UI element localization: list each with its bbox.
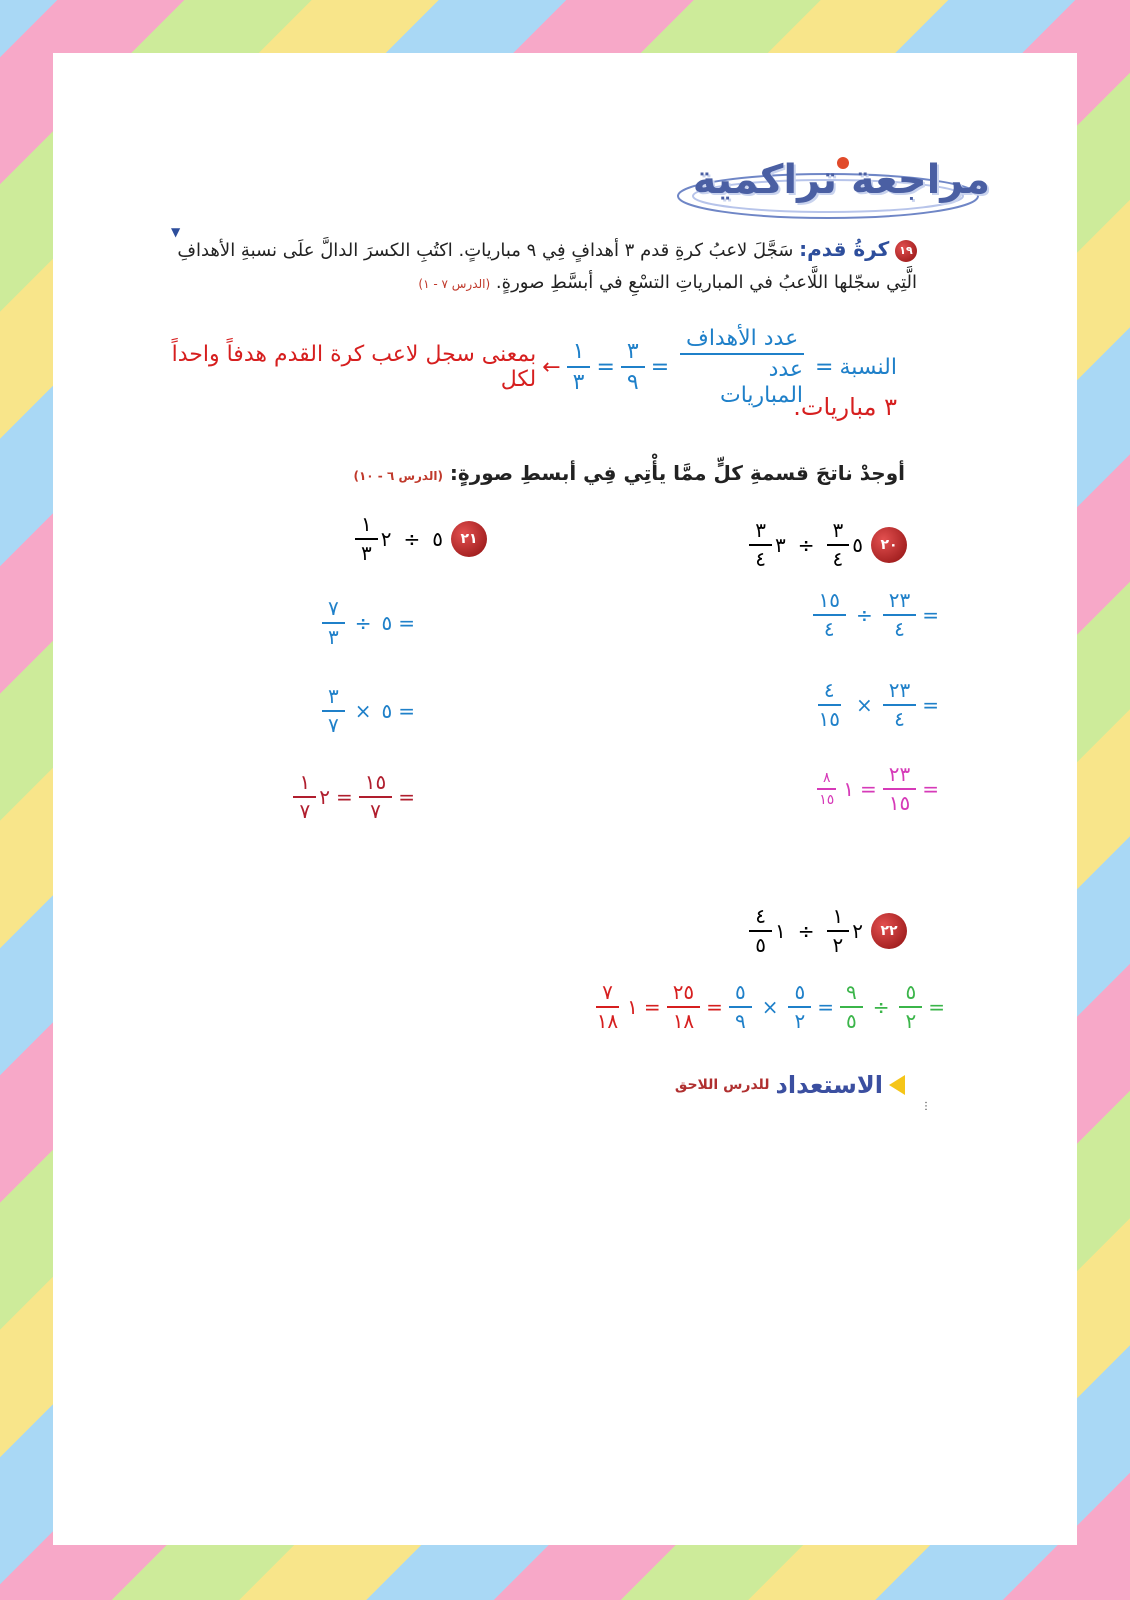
lesson-reference: (الدرس ٦ - ١٠) xyxy=(353,469,443,483)
fraction-denominator: ٧ xyxy=(327,713,339,737)
multiply-sign: × xyxy=(855,693,873,717)
fraction-numerator: ١٥ xyxy=(359,771,392,798)
fraction-denominator: ٧ xyxy=(299,799,311,823)
whole-part: ٢ xyxy=(380,527,392,551)
question-number-badge: ٢٠ xyxy=(871,527,907,563)
fraction xyxy=(827,519,850,571)
equals-sign: = xyxy=(398,785,415,809)
equals-sign: = xyxy=(928,995,945,1019)
fraction-numerator: ٥ xyxy=(788,981,811,1008)
lesson-reference: (الدرس ٧ - ١) xyxy=(418,277,491,291)
fraction-denominator: ٢ xyxy=(905,1009,917,1033)
equals-sign: = xyxy=(922,777,939,801)
whole-part: ١ xyxy=(774,919,786,943)
solution-step xyxy=(813,679,940,731)
equals-sign: = xyxy=(650,354,670,380)
divide-sign: ÷ xyxy=(354,611,372,635)
problem-21 xyxy=(355,513,487,565)
fraction-numerator: ٤ xyxy=(818,679,841,706)
mixed-number xyxy=(591,981,638,1033)
equals-sign: = xyxy=(859,777,877,801)
equals-sign: = xyxy=(596,354,615,380)
prep-heading: الاستعداد xyxy=(775,1071,883,1099)
fraction-numerator: ٣ xyxy=(749,519,772,546)
fraction-numerator: ٥ xyxy=(899,981,922,1008)
equals-sign: = xyxy=(922,603,939,627)
fraction xyxy=(827,905,850,957)
fraction xyxy=(749,905,772,957)
question-19 xyxy=(157,233,917,300)
whole-part: ٢ xyxy=(852,919,863,943)
fraction-denominator: ٤ xyxy=(832,547,844,571)
question-number-badge: ٢١ xyxy=(451,521,487,557)
ratio-word-fraction xyxy=(675,326,809,408)
question-text: سَجَّلَ لاعبُ كرةِ قدم ٣ أهدافٍ فِي ٩ مبارياتٍ. اكتُبِ الكسرَ الدالَّ علَى نسبةِ الأهدافِ الَّتِي سجّلها اللَّاعبُ في المبارياتِ التسْعِ في أبسَّطِ صورةٍ. xyxy=(177,240,917,293)
mixed-number xyxy=(749,519,786,571)
mixed-number xyxy=(813,770,854,808)
whole-part: ١ xyxy=(627,995,638,1019)
fraction-numerator: ٨ xyxy=(817,770,837,790)
fraction xyxy=(813,589,846,641)
equals-sign: = xyxy=(398,611,415,635)
fraction xyxy=(883,589,916,641)
fraction xyxy=(729,981,752,1033)
problem-22 xyxy=(749,905,907,957)
fraction-denominator: ١٥ xyxy=(818,707,840,731)
fraction-denominator: عدد المباريات xyxy=(720,357,804,408)
solution-step xyxy=(813,589,940,641)
solution-step xyxy=(322,685,415,737)
fraction xyxy=(667,981,700,1033)
fraction-denominator: ٥ xyxy=(755,933,766,957)
whole-part: ١ xyxy=(843,777,854,801)
ratio-meaning: بمعنى سجل لاعب كرة القدم هدفاً واحداً لكل xyxy=(171,342,537,392)
question-number-badge: ٢٢ xyxy=(871,913,907,949)
whole-part: ٣ xyxy=(774,533,786,557)
equals-sign: = xyxy=(815,354,834,380)
fraction-denominator: ٢ xyxy=(794,1009,806,1033)
prep-subheading: للدرس اللاحق xyxy=(674,1077,770,1093)
fraction xyxy=(621,339,645,396)
fraction xyxy=(322,597,345,649)
fraction-numerator: ٣ xyxy=(322,685,345,712)
fraction-denominator: ٤ xyxy=(894,707,905,731)
page-title: مراجعة تراكمية xyxy=(692,157,990,203)
fraction-denominator: ٤ xyxy=(823,617,835,641)
fraction-numerator: ١ xyxy=(827,905,850,932)
question-number-badge: ١٩ xyxy=(895,240,917,262)
solution-step xyxy=(322,597,415,649)
fraction-numerator: ٣ xyxy=(621,339,645,368)
fraction xyxy=(813,679,846,731)
fraction xyxy=(899,981,922,1033)
fraction xyxy=(813,770,840,808)
next-lesson-prep xyxy=(675,1071,905,1099)
corner-marker-icon: ▼ xyxy=(171,225,181,239)
fraction-denominator: ٥ xyxy=(845,1009,857,1033)
fraction xyxy=(591,981,624,1033)
instruction xyxy=(353,461,905,485)
multiply-sign: × xyxy=(761,995,779,1019)
fraction-numerator: ٢٥ xyxy=(667,981,700,1008)
fraction-numerator: ٤ xyxy=(749,905,772,932)
fraction-denominator: ٤ xyxy=(755,547,766,571)
mixed-number xyxy=(827,519,864,571)
fraction-numerator: ٣ xyxy=(827,519,850,546)
fraction-numerator: ١٥ xyxy=(813,589,846,616)
mixed-number xyxy=(293,771,330,823)
instruction-text: أوجدْ ناتجَ قسمةِ كلٍّ ممَّا يأْتِي فِي أبسطِ صورةٍ: xyxy=(449,461,905,485)
equals-sign: = xyxy=(922,693,939,717)
fraction xyxy=(883,679,916,731)
fraction-denominator: ١٨ xyxy=(596,1009,619,1033)
mixed-number xyxy=(355,513,392,565)
fraction xyxy=(355,513,378,565)
fraction-denominator: ٢ xyxy=(832,933,844,957)
triangle-pointer-icon xyxy=(889,1075,905,1095)
multiply-sign: × xyxy=(354,699,372,723)
fraction xyxy=(359,771,392,823)
whole-number: ٥ xyxy=(432,527,443,551)
whole-number: ٥ xyxy=(381,611,393,635)
arrow-icon: ← xyxy=(542,354,561,380)
fraction-denominator: ٩ xyxy=(626,370,639,395)
equals-sign: = xyxy=(706,995,723,1019)
divide-sign: ÷ xyxy=(797,533,815,557)
fraction-denominator: ٣ xyxy=(327,625,339,649)
fraction-numerator: ١ xyxy=(355,513,378,540)
fraction-denominator: ٣ xyxy=(360,541,372,565)
whole-part: ٥ xyxy=(852,533,863,557)
problem-20 xyxy=(749,519,907,571)
fraction-numerator: ٢٣ xyxy=(883,763,916,790)
fraction-denominator: ١٥ xyxy=(819,792,835,808)
worksheet-page xyxy=(53,53,1077,1545)
fraction xyxy=(293,771,316,823)
divide-sign: ÷ xyxy=(872,995,890,1019)
fraction-numerator: ٢٣ xyxy=(883,679,916,706)
fraction-numerator: عدد الأهداف xyxy=(680,326,804,355)
fraction-numerator: ١ xyxy=(567,339,591,368)
fraction xyxy=(567,339,591,396)
fraction-numerator: ٥ xyxy=(729,981,752,1008)
divide-sign: ÷ xyxy=(855,603,873,627)
equals-sign: = xyxy=(643,995,661,1019)
mixed-number xyxy=(827,905,864,957)
fraction-denominator: ٩ xyxy=(734,1009,746,1033)
ratio-meaning-continued: ٣ مباريات. xyxy=(793,393,897,421)
fraction-denominator: ١٥ xyxy=(888,791,911,815)
fraction xyxy=(788,981,811,1033)
fraction-numerator: ٧ xyxy=(596,981,619,1008)
dots-decoration-icon: ⋮ xyxy=(921,1101,931,1112)
fraction xyxy=(840,981,863,1033)
ratio-label: النسبة xyxy=(839,354,897,380)
fraction-numerator: ٩ xyxy=(840,981,863,1008)
mixed-number xyxy=(749,905,786,957)
equals-sign: = xyxy=(398,699,415,723)
fraction xyxy=(883,763,916,815)
fraction-numerator: ١ xyxy=(293,771,316,798)
divide-sign: ÷ xyxy=(797,919,815,943)
solution-step xyxy=(293,771,415,823)
ratio-answer xyxy=(137,317,897,417)
solution-step xyxy=(813,763,939,815)
fraction-numerator: ٧ xyxy=(322,597,345,624)
divide-sign: ÷ xyxy=(403,527,421,551)
fraction-denominator: ١٨ xyxy=(672,1009,695,1033)
fraction-denominator: ٣ xyxy=(572,370,585,395)
solution-step xyxy=(591,981,945,1033)
fraction-denominator: ٤ xyxy=(894,617,905,641)
fraction xyxy=(322,685,345,737)
fraction xyxy=(749,519,772,571)
fraction-numerator: ٢٣ xyxy=(883,589,916,616)
whole-part: ٢ xyxy=(319,785,330,809)
section-title-block xyxy=(658,141,1018,231)
equals-sign: = xyxy=(817,995,834,1019)
question-topic: كرةُ قدم: xyxy=(799,237,890,261)
fraction-denominator: ٧ xyxy=(370,799,381,823)
whole-number: ٥ xyxy=(381,699,393,723)
equals-sign: = xyxy=(335,785,353,809)
